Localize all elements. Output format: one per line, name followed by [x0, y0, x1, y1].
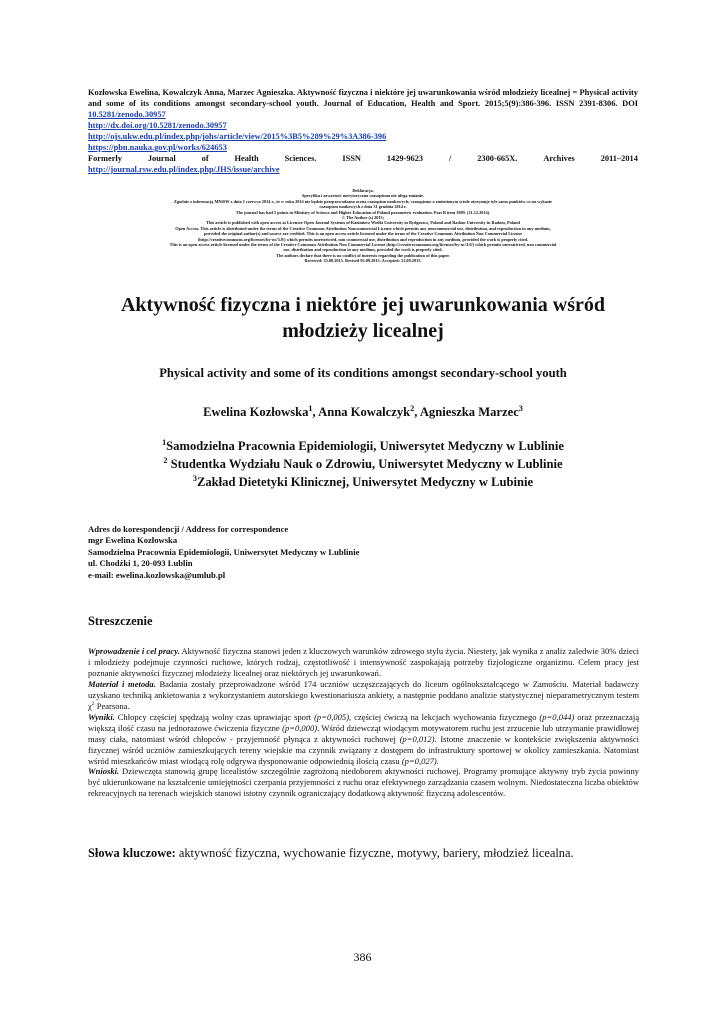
- page-number: 386: [353, 950, 372, 964]
- keywords-label: Słowa kluczowe:: [88, 846, 176, 860]
- author-name: Agnieszka Marzec: [419, 405, 519, 419]
- declaration-line: © The Author (s) 2015;: [341, 215, 385, 221]
- authors-line: Ewelina Kozłowska$^1$, Anna Kowalczyk$^2$, Agnieszka Marzec$^3$: [203, 403, 523, 419]
- abstract-results: Wyniki. Chłopcy częściej spędzają wolny czas uprawiając sport (p=0,005), częściej ćwiczą na lekcjach wychowania fizycznego (p=0,044) oraz przeznaczają większą ilość czasu na jednorazowe ćwiczenia fizyczne (p=0,000). Wśród dziewcząt wiodącym motywatorem ruchu jest zrzucenie lub utrzymanie prawidłowej masy ciała, natomiast wśród chłopców - przyjemność płynąca z aktywności ruchowej (p=0,012). Istotne znaczenie w kontekście zwiększenia aktywności fizycznej wśród uczniów zamieszkujących tereny wiejskie ma czynnik związany z dostępem do infrastruktury sportowej w okolicy zamieszkania. Natomiast wśród mieszkańców miast wiodącą rolę odgrywa dysponowanie odpowiednią ilością czasu (p=0,027).: [88, 711, 639, 766]
- declaration-line: The authors declare that there is no conflict of interests regarding the publication of this paper.: [276, 252, 450, 258]
- declaration-line: use, distribution and reproduction in any medium, provided the work is properly cited.: [283, 247, 443, 253]
- citation-block: [88, 87, 638, 175]
- correspondence-line: Samodzielna Pracownia Epidemiologii, Uniwersytet Medyczny w Lublinie: [88, 546, 360, 557]
- article-title: Aktywność fizyczna i niektóre jej uwarunkowania wśród młodzieży licealnej: [120, 294, 606, 342]
- declaration-line: This is an open access article licensed under the terms of the Creative Commons Attribution Non Commercial License (http://creativecommons.org/licenses/by-nc/3.0/) which permits unrestricted, non commercial: [169, 242, 557, 248]
- affiliations: [88, 437, 638, 491]
- pbn-link[interactable]: https://pbn.nauka.gov.pl/works/624653: [88, 143, 227, 152]
- declaration-line: czasopism naukowych z dnia 31 grudnia 2014 r.: [319, 204, 407, 210]
- correspondence-email: e-mail: ewelina.kozlowska@umlub.pl: [88, 569, 226, 580]
- affiliation-line: $^2$ Studentka Wydziału Nauk o Zdrowiu, Uniwersytet Medyczny w Lublinie: [163, 455, 563, 471]
- declaration-line: Zgodnie z informacją MNiSW z dnia 2 czerwca 2014 r., że w roku 2014 nie będzie przeprowadzana ocena czasopism naukowych; czasopismo o zmienionym tytule otrzymuje tyle samo punktów co na wykazie: [174, 198, 552, 204]
- citation-text: Kozłowska Ewelina, Kowalczyk Anna, Marzec Agnieszka. Aktywność fizyczna i niektóre jej uwarunkowania wśród młodzieży licealnej = Physical activity and some of its conditions amongst secondary-school youth. Journal of Education, Health and Sport. 2015;5(9):386-396. ISSN 2391-8306. DOI 10.5281/zenodo.30957: [88, 88, 638, 119]
- declaration-block: [40, 188, 686, 264]
- correspondence-line: ul. Chodźki 1, 20-093 Lublin: [88, 558, 193, 569]
- declaration-line: This article is published with open access at Licensee Open Journal Systems of Kazimierz Wielki University in Bydgoszcz, Poland and Radom University in Radom, Poland: [206, 220, 520, 226]
- declaration-line: Deklaracja.: [352, 188, 374, 193]
- author-name: Ewelina Kozłowska: [203, 405, 309, 419]
- declaration-line: Open Access. This article is distributed under the terms of the Creative Commons Attribution Noncommercial License which permits any noncommercial use, distribution, and reproduction in any medium,: [175, 225, 551, 231]
- abstract-introduction: Wprowadzenie i cel pracy. Aktywność fizyczna stanowi jeden z kluczowych warunków zdrowego stylu życia. Niestety, jak wynika z analiz zaledwie 30% dzieci i młodzieży podejmuje czynności ruchowe, których rodzaj, częstotliwość i intensywność zaspokajają potrzeby fizjologiczne organizmu. Celem pracy jest poznanie aktywności fizycznej młodzieży licealnej oraz niektórych jej uwarunkowań.: [88, 646, 639, 678]
- dx-doi-link[interactable]: http://dx.doi.org/10.5281/zenodo.30957: [88, 121, 227, 130]
- correspondence-block: [88, 524, 638, 581]
- doi-link[interactable]: 10.5281/zenodo.30957: [88, 110, 166, 119]
- declaration-line: (http://creativecommons.org/licenses/by-nc/3.0/) which permits unrestricted, non commercial use, distribution and reproduction in any medium, provided the work is properly cited.: [197, 236, 529, 242]
- abstract-heading: Streszczenie: [88, 614, 153, 628]
- abstract-conclusions: Wnioski. Dziewczęta stanowią grupę licealistów szczególnie zagrożoną niedoborem aktywności ruchowej. Programy promujące aktywny tryb życia powinny być ukierunkowane na kształcenie umiejętności czerpania przyjemności z ruchu oraz efektywnego zarządzania czasem wolnym. Niedostateczna liczba obiektów rekreacyjnych na terenach wiejskich stanowi istotny czynnik ograniczający dodatkową aktywność fizyczną adolescentów.: [88, 766, 639, 799]
- declaration-line: The journal has had 5 points in Ministry of Science and Higher Education of Poland parametric evaluation. Part B item 1089. (31.12.2014).: [235, 209, 491, 215]
- affiliation-line: $^3$Zakład Dietetyki Klinicznej, Uniwersytet Medyczny w Lubinie: [192, 473, 534, 489]
- abstract-body: [88, 646, 639, 799]
- declaration-line: provided the original author(s) and source are credited. This is an open access article licensed under the terms of the Creative Commons Attribution Non Commercial License: [203, 231, 523, 237]
- author-name: Anna Kowalczyk: [318, 405, 411, 419]
- archive-link[interactable]: http://journal.rsw.edu.pl/index.php/JHS/issue/archive: [88, 165, 280, 174]
- abstract-methods: Materiał i metoda. Badania zostały przeprowadzone wśród 174 uczniów uczęszczających do liceum ogólnokształcącego w Zamościu. Materiał badawczy uzyskano techniką ankietowania z wykorzystaniem autorskiego kwestionariusza ankiety, a następnie poddano analizie statystycznej nieparametrycznym testem $\chi^2$ Pearsona.: [88, 678, 639, 711]
- article-subtitle: Physical activity and some of its conditions amongst secondary-school youth: [159, 366, 567, 380]
- affiliation-line: $^1$Samodzielna Pracownia Epidemiologii, Uniwersytet Medyczny w Lublinie: [162, 437, 564, 453]
- correspondence-line: mgr Ewelina Kozłowska: [88, 535, 178, 546]
- declaration-line: Received: 25.08.2015. Revised 05.09.2015. Accepted: 13.09.2015.: [304, 258, 422, 264]
- formerly-line: Formerly Journal of Health Sciences. ISSN 1429-9623 / 2300-665X. Archives 2011–2014: [88, 154, 638, 163]
- keywords-list: aktywność fizyczna, wychowanie fizyczne, motywy, bariery, młodzież licealna.: [175, 846, 574, 860]
- declaration-line: Specyfika i zawartość merytoryczna czasopisma nie ulega zmianie.: [302, 193, 424, 199]
- ojs-link[interactable]: http://ojs.ukw.edu.pl/index.php/johs/article/view/2015%3B5%289%29%3A386-396: [88, 132, 387, 141]
- keywords: [88, 845, 639, 861]
- correspondence-line: Adres do korespondencji / Address for correspondence: [88, 524, 289, 534]
